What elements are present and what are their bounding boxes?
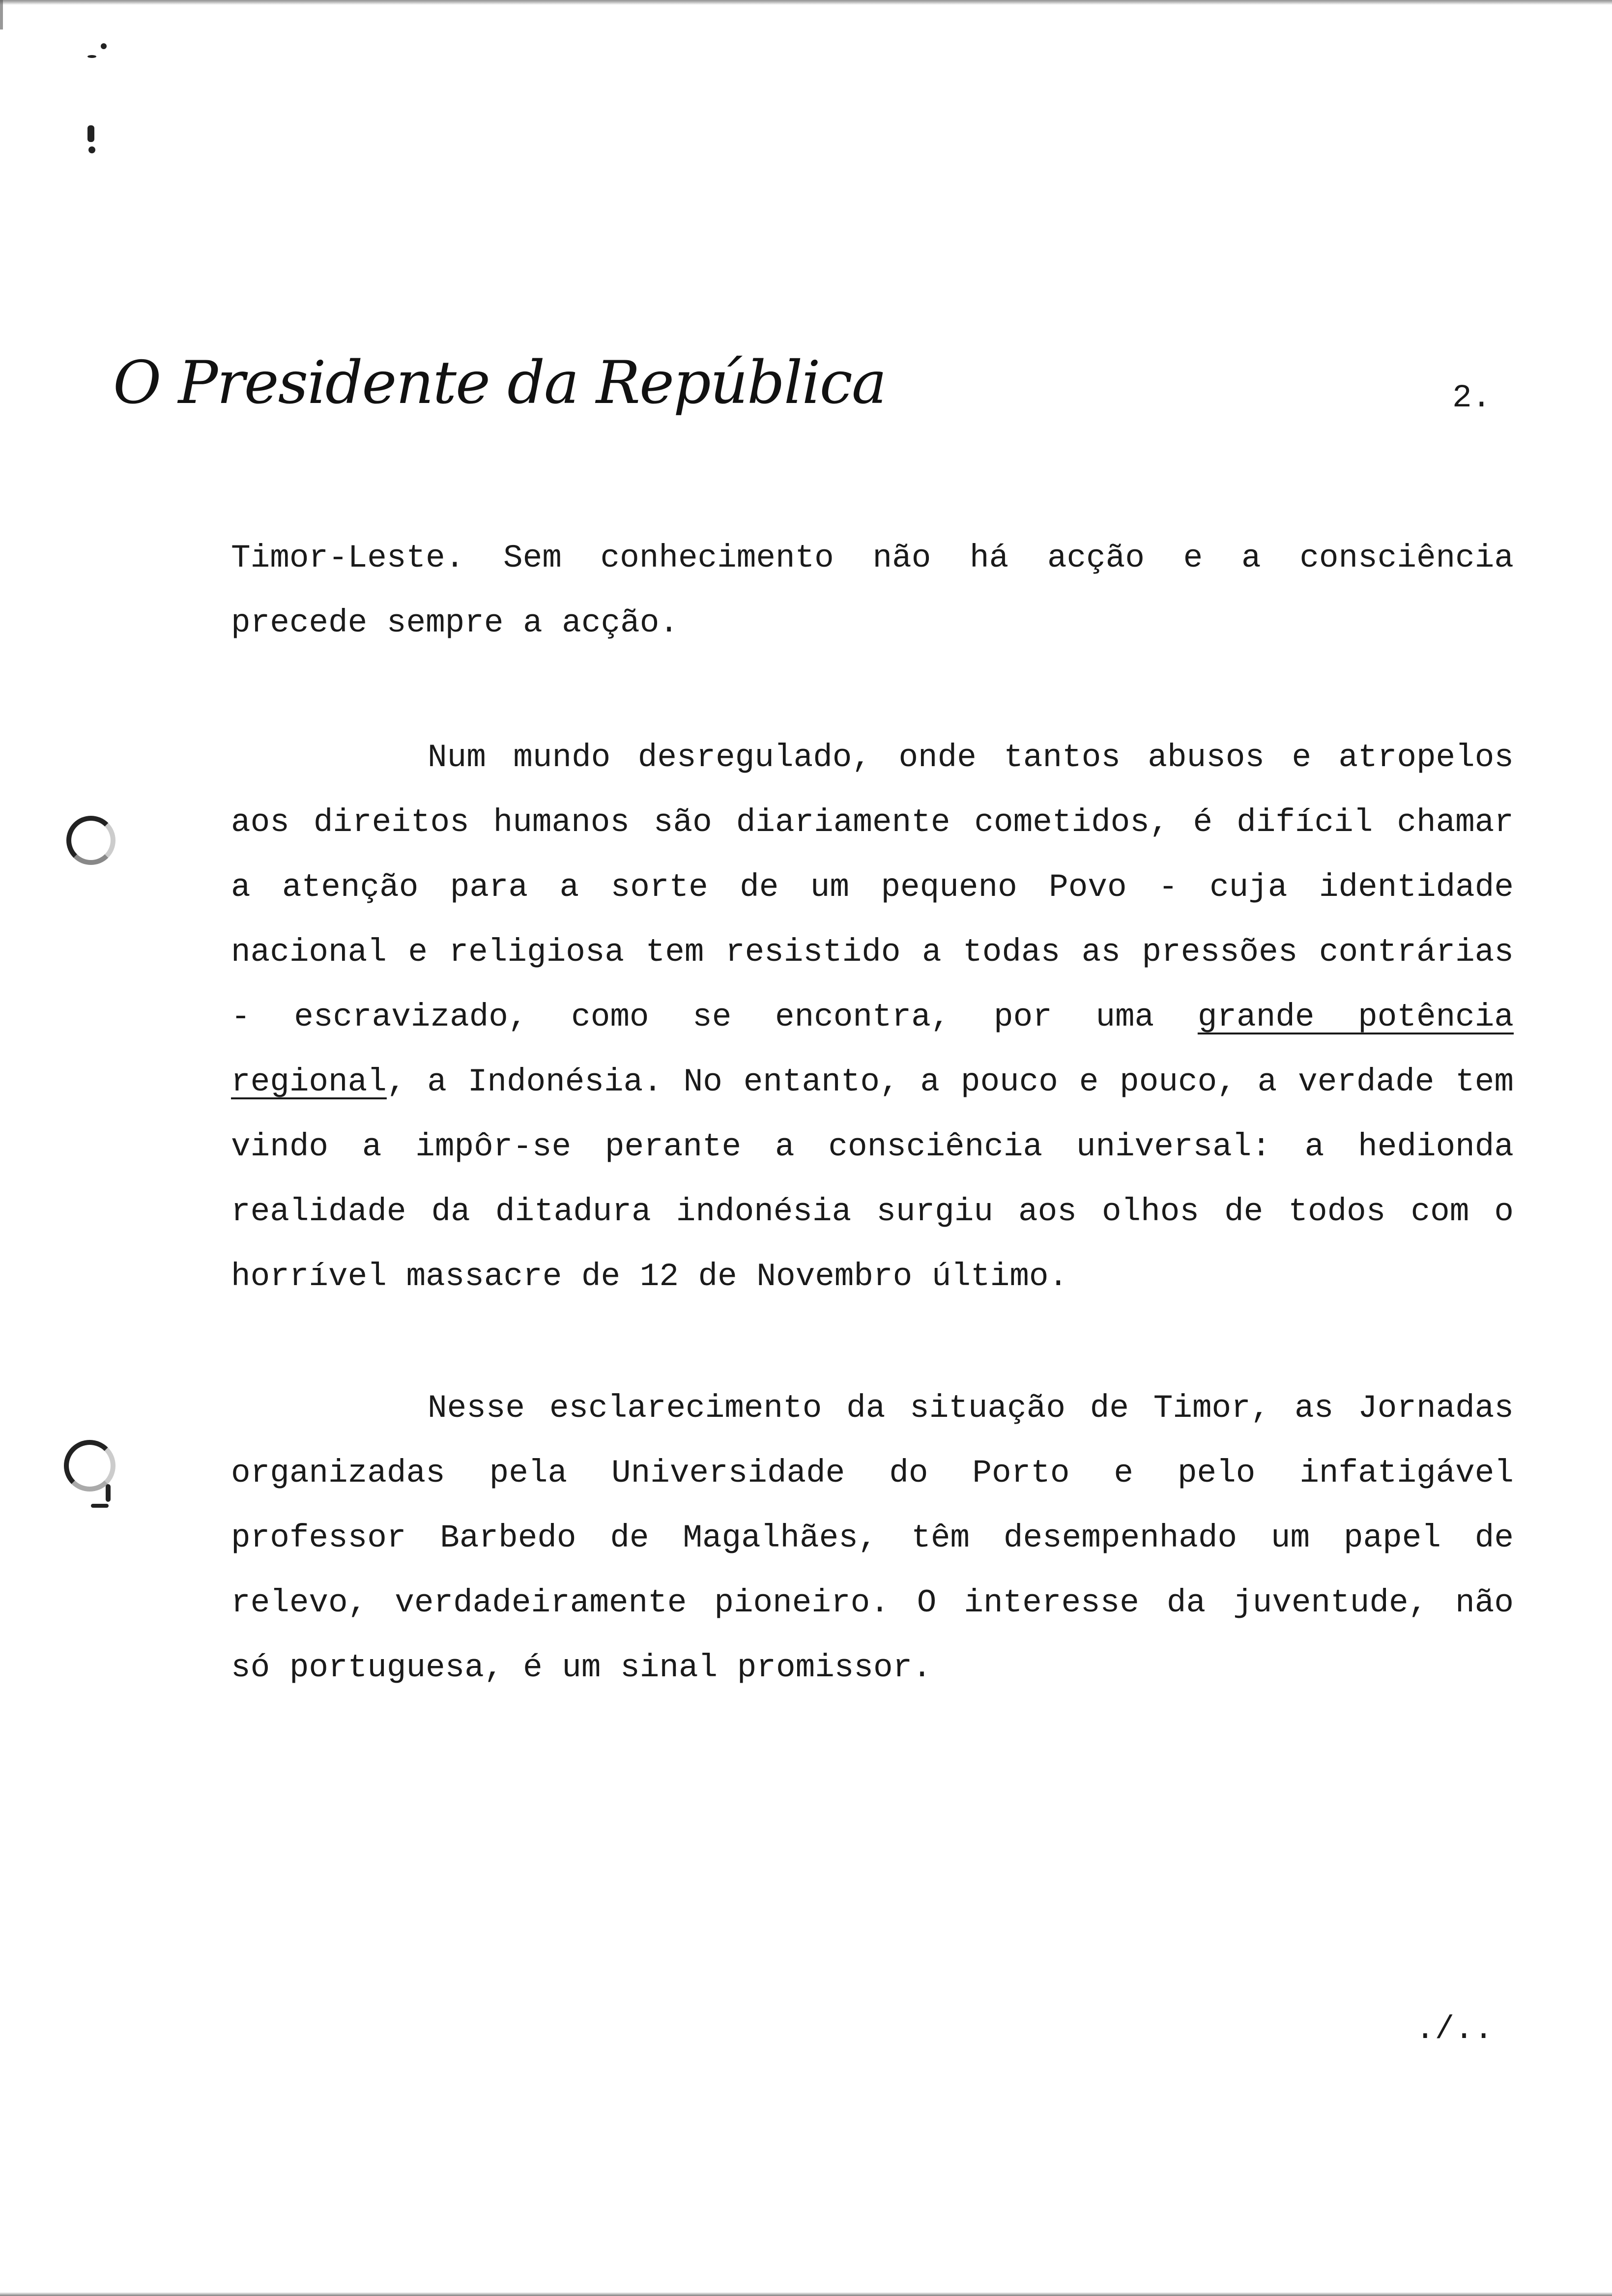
scan-edge-bottom	[0, 2292, 1612, 2296]
scan-edge-top	[0, 0, 1612, 5]
scan-speck	[101, 43, 107, 49]
paragraph-3-body: Nesse esclarecimento da situação de Timor, as Jornadas organizadas pela Universidade do Porto e pelo infatigável professor Barbedo de Magalhães, têm desempenhado um papel de relevo, verdadeiramente pioneiro. O interesse da juventude, não só portuguesa, é um sinal promissor.	[231, 1390, 1514, 1686]
paragraph-3	[231, 1376, 1514, 1700]
scan-edge-left	[0, 0, 3, 29]
paragraph-1-text: Timor-Leste. Sem conhecimento não há acção e a consciência precede sempre a acção.	[231, 540, 1514, 641]
letterhead	[113, 339, 886, 428]
paragraph-1	[231, 526, 1514, 656]
scan-speck	[91, 1504, 109, 1508]
paragraph-2-text	[231, 725, 1514, 1309]
continuation-mark: ./..	[1415, 2011, 1494, 2048]
paragraph-2-text-start: Num mundo desregulado, onde tantos abusos e atropelos aos direitos humanos são diariamente cometidos, é difícil chamar a atenção para a sorte de um pequeno Povo - cuja identidade nacional e religiosa tem resistido a todas as pressões contrárias - escravizado, como se encontra, por uma	[231, 739, 1514, 1035]
letterhead-title: O Presidente da República	[113, 349, 886, 417]
punch-hole	[66, 816, 115, 865]
underlined-phrase: grande potência regional	[231, 999, 1514, 1100]
scan-speck	[87, 125, 94, 142]
scan-speck	[88, 146, 95, 153]
scan-speck	[106, 1484, 111, 1502]
paragraph-3-text	[231, 1376, 1514, 1700]
page-number: 2.	[1452, 379, 1492, 416]
scan-speck	[87, 55, 96, 58]
paragraph-2	[231, 725, 1514, 1309]
paragraph-2-text-end: , a Indonésia. No entanto, a pouco e pouco, a verdade tem vindo a impôr-se perante a consciência universal: a hedionda realidade da ditadura indonésia surgiu aos olhos de todos com o horrível massacre de 12 de Novembro último.	[231, 1063, 1514, 1295]
